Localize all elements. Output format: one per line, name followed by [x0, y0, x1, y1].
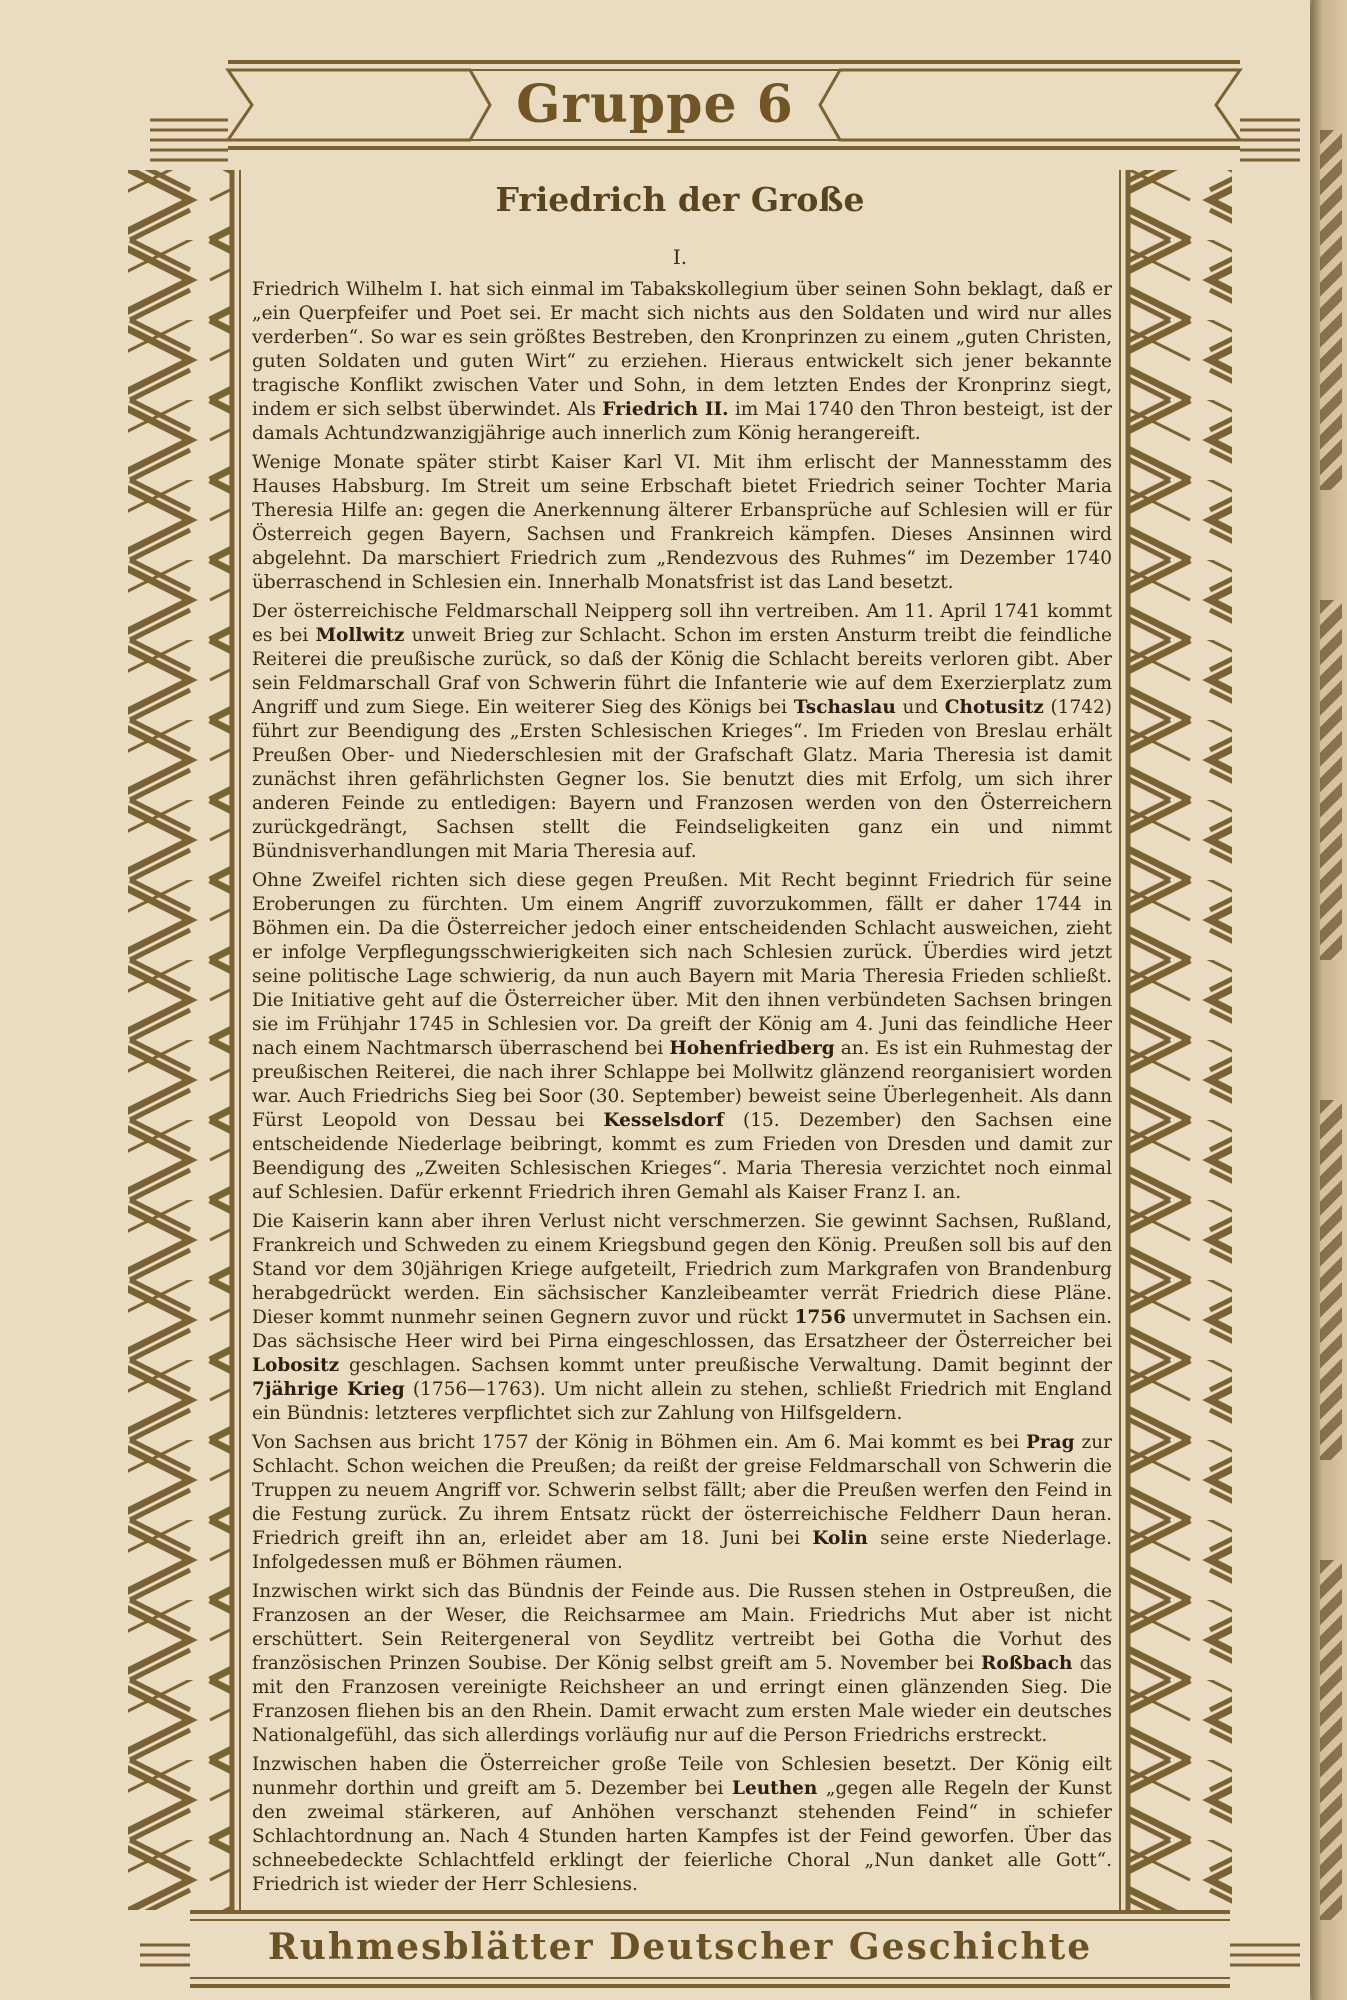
- battle-name: Prag: [1025, 1432, 1075, 1453]
- emphasized-year: 1756: [794, 1307, 846, 1328]
- battle-name: Leuthen: [731, 1778, 818, 1799]
- right-border-ornament: [1120, 170, 1232, 1910]
- war-name: 7jährige Krieg: [252, 1379, 405, 1400]
- battle-name: Roßbach: [980, 1653, 1073, 1674]
- series-title: Ruhmesblätter Deutscher Geschichte: [267, 1926, 1093, 1968]
- battle-name: Kolin: [812, 1528, 868, 1549]
- article-body: [252, 278, 1112, 1902]
- battle-name: Tschaslau: [793, 697, 896, 718]
- emphasized-name: Friedrich II.: [602, 399, 729, 420]
- paragraph: Wenige Monate später stirbt Kaiser Karl VI. Mit ihm erlischt der Mannesstamm des Hauses Habsburg. Im Streit um seine Erbschaft bietet Friedrich seiner Tochter Maria Theresia Hilfe an: gegen die Anerkennung älterer Erbansprüche auf Schlesien will er für Österreich gegen Bayern, Sachsen und Frankreich kämpfen. Dieses Ansinnen wird abgelehnt. Da marschiert Friedrich zum „Rendezvous des Ruhmes“ im Dezember 1740 überraschend in Schlesien ein. Innerhalb Monatsfrist ist das Land besetzt.: [252, 452, 1112, 593]
- paragraph: Inzwischen wirkt sich das Bündnis der Feinde aus. Die Russen stehen in Ostpreußen, die Franzosen an der Weser, die Reichsarmee am Main. Friedrichs Mut aber ist nicht erschüttert. Sein Reitergeneral von Seydlitz vertreibt bei Gotha die Vorhut des französischen Prinzen Soubise. Der König selbst greift am 5. November bei Roßbach das mit den Franzosen vereinigte Reichsheer an und erringt einen glänzenden Sieg. Die Franzosen fliehen bis an den Rhein. Damit erwacht zum ersten Male wieder ein deutsches Nationalgefühl, das sich allerdings vorläufig nur auf die Person Friedrichs erstreckt.: [252, 1581, 1112, 1746]
- battle-name: Lobositz: [252, 1355, 340, 1376]
- group-heading: Gruppe 6: [516, 74, 794, 135]
- section-numeral: I.: [672, 245, 688, 269]
- battle-name: Chotusitz: [944, 697, 1044, 718]
- battle-name: Kesselsdorf: [603, 1110, 724, 1131]
- article-title: Friedrich der Große: [495, 180, 865, 219]
- battle-name: Hohenfriedberg: [669, 1038, 835, 1059]
- battle-name: Mollwitz: [315, 625, 405, 646]
- left-border-ornament: [128, 170, 240, 1910]
- adjacent-page-ornament: [1320, 1560, 1342, 1920]
- adjacent-page-ornament: [1320, 130, 1342, 490]
- paragraph: Der österreichische Feldmarschall Neipperg soll ihn vertreiben. Am 11. April 1741 kommt es bei Mollwitz unweit Brieg zur Schlacht. Schon im ersten Ansturm treibt die feindliche Reiterei die preußische zurück, so daß der König die Schlacht bereits verloren gibt. Aber sein Feldmarschall Graf von Schwerin führt die Infanterie wie auf dem Exerzierplatz zum Angriff und zum Siege. Ein weiterer Sieg des Königs bei Tschaslau und Chotusitz (1742) führt zur Beendigung des „Ersten Schlesischen Krieges“. Im Frieden von Breslau erhält Preußen Ober- und Niederschlesien mit der Grafschaft Glatz. Maria Theresia ist damit zunächst ihren gefährlichsten Gegner los. Sie benutzt dies mit Erfolg, um sich ihrer anderen Feinde zu entledigen: Bayern und Franzosen werden von den Österreichern zurückgedrängt, Sachsen stellt die Feindseligkeiten ganz ein und nimmt Bündnisverhandlungen mit Maria Theresia auf.: [252, 601, 1112, 862]
- adjacent-page-ornament: [1320, 600, 1342, 960]
- paragraph: Inzwischen haben die Österreicher große Teile von Schlesien besetzt. Der König eilt nunmehr dorthin und greift am 5. Dezember bei Leuthen „gegen alle Regeln der Kunst den zweimal stärkeren, auf Anhöhen verschanzt stehenden Feind“ in schiefer Schlachtordnung an. Nach 4 Stunden harten Kampfes ist der Feind geworfen. Über das schneebedeckte Schlachtfeld erklingt der feierliche Choral „Nun danket alle Gott“. Friedrich ist wieder der Herr Schlesiens.: [252, 1754, 1112, 1895]
- paragraph: Ohne Zweifel richten sich diese gegen Preußen. Mit Recht beginnt Friedrich für seine Eroberungen zu fürchten. Um einem Angriff zuvorzukommen, fällt er daher 1744 in Böhmen ein. Da die Österreicher jedoch einer entscheidenden Schlacht ausweichen, zieht er infolge Verpflegungsschwierigkeiten sich nach Schlesien zurück. Überdies wird jetzt seine politische Lage schwierig, da nun auch Bayern mit Maria Theresia Frieden schließt. Die Initiative geht auf die Österreicher über. Mit den ihnen verbündeten Sachsen bringen sie im Frühjahr 1745 in Schlesien vor. Da greift der König am 4. Juni das feindliche Heer nach einem Nachtmarsch überraschend bei Hohenfriedberg an. Es ist ein Ruhmestag der preußischen Reiterei, die nach ihrer Schlappe bei Mollwitz glänzend reorganisiert worden war. Auch Friedrichs Sieg bei Soor (30. September) beweist seine Überlegenheit. Als dann Fürst Leopold von Dessau bei Kesselsdorf (15. Dezember) den Sachsen eine entscheidende Niederlage beibringt, kommt es zum Frieden von Dresden und damit zur Beendigung des „Zweiten Schlesischen Krieges“. Maria Theresia verzichtet noch einmal auf Schlesien. Dafür erkennt Friedrich ihren Gemahl als Kaiser Franz I. an.: [252, 870, 1112, 1203]
- paragraph: Die Kaiserin kann aber ihren Verlust nicht verschmerzen. Sie gewinnt Sachsen, Rußland, Frankreich und Schweden zu einem Kriegsbund gegen den König. Preußen soll bis auf den Stand vor dem 30jährigen Kriege aufgeteilt, Friedrich zum Markgrafen von Brandenburg herabgedrückt werden. Ein sächsischer Kanzleibeamter verrät Friedrich diese Pläne. Dieser kommt nunmehr seinen Gegnern zuvor und rückt 1756 unvermutet in Sachsen ein. Das sächsische Heer wird bei Pirna eingeschlossen, das Ersatzheer der Österreicher bei Lobositz geschlagen. Sachsen kommt unter preußische Verwaltung. Damit beginnt der 7jährige Krieg (1756—1763). Um nicht allein zu stehen, schließt Friedrich mit England ein Bündnis: letzteres verpflichtet sich zur Zahlung von Hilfsgeldern.: [252, 1211, 1112, 1424]
- paragraph: Friedrich Wilhelm I. hat sich einmal im Tabakskollegium über seinen Sohn beklagt, daß er „ein Querpfeifer und Poet sei. Er macht sich nichts aus den Soldaten und wird nur alles verderben“. So war es sein größtes Bestreben, den Kronprinzen zu einem „guten Christen, guten Soldaten und guten Wirt“ zu erziehen. Hieraus entwickelt sich jener bekannte tragische Konflikt zwischen Vater und Sohn, in dem letzten Endes der Kronprinz siegt, indem er sich selbst überwindet. Als Friedrich II. im Mai 1740 den Thron besteigt, ist der damals Achtundzwanzigjährige auch innerlich zum König herangereift.: [252, 279, 1112, 444]
- adjacent-page-ornament: [1320, 1100, 1342, 1460]
- paragraph: Von Sachsen aus bricht 1757 der König in Böhmen ein. Am 6. Mai kommt es bei Prag zur Schlacht. Schon weichen die Preußen; da reißt der greise Feldmarschall von Schwerin die Truppen zu neuem Angriff vor. Schwerin selbst fällt; aber die Preußen werfen den Feind in die Festung zurück. Zu ihrem Entsatz rückt der österreichische Feldherr Daun heran. Friedrich greift ihn an, erleidet aber am 18. Juni bei Kolin seine erste Niederlage. Infolgedessen muß er Böhmen räumen.: [252, 1432, 1113, 1573]
- adjacent-page-edge: [1312, 0, 1347, 2000]
